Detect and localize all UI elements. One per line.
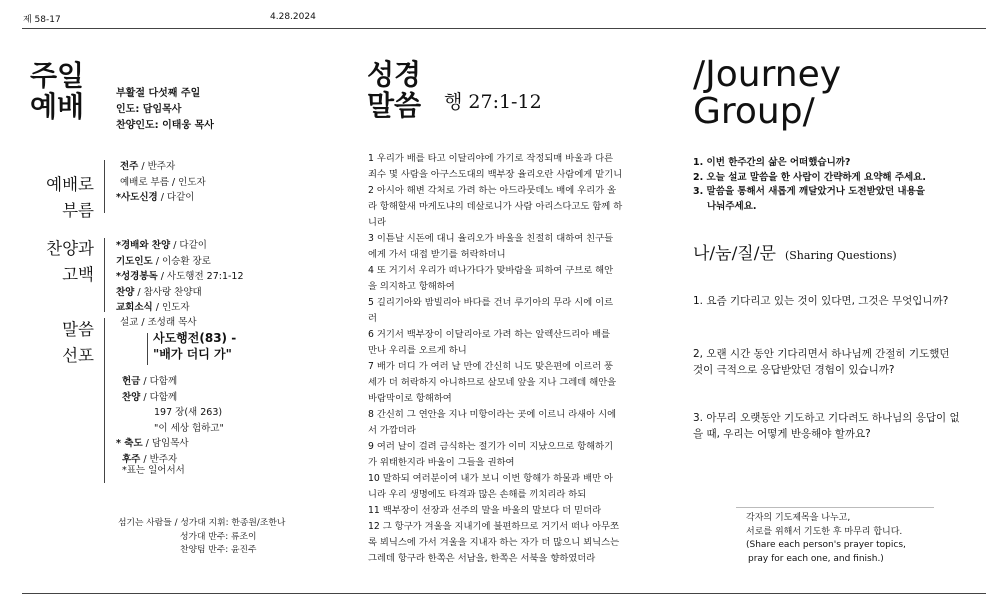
scripture-line: 만나 우리를 오르게 하니 [368, 345, 467, 356]
scripture-line: 세가 더 허락하지 아니하므로 살모네 앞을 지나 그레데 해안을 [368, 377, 617, 388]
sermon-title-line2: "배가 더디 가" [153, 347, 232, 361]
journey-question: 나눠주세요. [707, 200, 757, 212]
order-item: 197 장(새 263) [154, 407, 223, 418]
journey-title-line1: /Journey [693, 54, 842, 95]
standing-note: *표는 일어서서 [122, 465, 185, 476]
section-title-line: 고백 [62, 265, 94, 284]
scripture-line: 가 위태한지라 바울이 그들을 권하여 [368, 457, 515, 468]
scripture-line: 에게 가서 대접 받기를 허락하더니 [368, 249, 506, 260]
section-items-call-to-worship [116, 159, 206, 206]
order-item: * 축도 / 담임목사 [116, 438, 189, 449]
section-divider [104, 318, 105, 483]
order-item: *성경봉독 / 사도행전 27:1-12 [116, 271, 244, 282]
servers-line: 찬양팀 반주: 윤진주 [180, 545, 257, 555]
order-item: *사도신경 / 다같이 [116, 192, 195, 203]
scripture-line: 니라 우리 생명에도 타격과 많은 손해를 끼치리라 하되 [368, 489, 587, 500]
sharing-question [693, 293, 948, 309]
scripture-line: 서 가깝더라 [368, 425, 416, 436]
worship-title-line1: 주일 [30, 59, 85, 92]
sharing-subtitle: (Sharing Questions) [784, 249, 897, 262]
worship-title-line2: 예배 [30, 90, 85, 123]
section-title-line: 선포 [62, 346, 94, 365]
bottom-rule [22, 593, 986, 594]
scripture-line: 11 백부장이 선장과 선주의 말을 바울의 말보다 더 믿더라 [368, 505, 602, 516]
order-item: "이 세상 험하고" [154, 422, 224, 434]
issue-date: 4.28.2024 [270, 12, 316, 22]
scripture-line: 을 의지하고 항해하여 [368, 281, 455, 292]
closing-line: pray for each one, and finish.) [748, 553, 884, 564]
scripture-line: 9 여러 날이 걸려 금식하는 절기가 이미 지났으므로 항해하기 [368, 441, 614, 452]
closing-line: 서로를 위해서 기도한 후 마무리 합니다. [746, 526, 903, 537]
section-title-line: 부름 [62, 201, 94, 220]
scripture-line: 그레데 항구라 한쪽은 서남을, 한쪽은 서북을 향하였더라 [368, 553, 596, 564]
sharing-question-line: 2, 오랜 시간 동안 기다리면서 하나님께 간절히 기도했던 [693, 348, 950, 360]
scripture-line: 3 이튿날 시돈에 대니 율리오가 바울을 친절히 대하여 친구들 [368, 233, 614, 244]
sharing-title: 나/눔/질/문 [693, 244, 776, 264]
issue-number: 제 58-17 [23, 15, 61, 25]
scripture-line: 7 배가 더디 가 여러 날 만에 간신히 니도 맞은편에 이르러 풍 [368, 361, 613, 372]
top-rule [22, 28, 986, 29]
journey-question: 1. 이번 한주간의 삶은 어떠했습니까? [693, 157, 851, 168]
servers-line: 섬기는 사람들 / 성가대 지휘: 한종원/조한나 [118, 518, 286, 528]
worship-subtitle: 부활절 다섯째 주일 [116, 88, 201, 99]
closing-divider [736, 507, 934, 508]
scripture-line: 2 아시아 해변 각처로 가려 하는 아드라뭇데노 배에 우리가 올 [368, 185, 617, 196]
order-item: 후주 / 반주자 [122, 453, 178, 465]
scripture-line: 5 길리기아와 밤빌리아 바다를 건너 루기아의 무라 시에 이르 [368, 297, 614, 308]
section-title-line: 말씀 [62, 320, 94, 339]
scripture-line: 죄수 몇 사람을 아구스도대의 백부장 율리오란 사람에게 맡기니 [368, 169, 623, 180]
order-item: 찬양 / 다함께 [122, 391, 178, 403]
scripture-line: 1 우리가 배를 타고 이달리야에 가기로 작정되매 바울과 다른 [368, 153, 614, 164]
scripture-line: 라 항해할새 마게도냐의 데살로니가 사람 아리스다고도 함께 하 [368, 201, 623, 212]
section-items-praise [116, 238, 244, 316]
closing-line: 각자의 기도제목을 나누고, [746, 513, 851, 523]
worship-info [116, 86, 214, 134]
sermon-title [153, 330, 236, 362]
order-item: 예배로 부름 / 인도자 [120, 176, 206, 188]
closing-note [746, 512, 906, 566]
section-title-line: 찬양과 [46, 239, 94, 258]
order-item: 전주 / 반주자 [120, 161, 176, 172]
servers-line: 성가대 반주: 류조이 [180, 531, 257, 542]
journey-question: 3. 말씀을 통해서 새롭게 깨달았거나 도전받았던 내용을 [693, 186, 925, 197]
scripture-line: 10 말하되 여러분이여 내가 보니 이번 항해가 하물과 배만 아 [368, 473, 613, 484]
sermon-preacher: 설교 / 조성래 목사 [120, 317, 197, 328]
sharing-question [693, 410, 960, 442]
sharing-question-line: 것이 극적으로 응답받았던 경험이 있습니까? [693, 364, 895, 376]
scripture-reference: 행 27:1-12 [444, 91, 542, 113]
section-divider [104, 160, 105, 213]
closing-line: (Share each person's prayer topics, [746, 540, 906, 550]
journey-title-line2: Group/ [693, 91, 815, 132]
order-item: 교회소식 / 인도자 [116, 302, 190, 313]
sharing-question-line: 1. 요즘 기다리고 있는 것이 있다면, 그것은 무엇입니까? [693, 295, 949, 307]
sharing-question-line: 을 때, 우리는 어떻게 반응해야 할까요? [693, 428, 871, 440]
sharing-header [693, 239, 897, 264]
order-item: 찬양 / 참사랑 찬양대 [116, 286, 202, 298]
journey-question: 2. 오늘 설교 말씀을 한 사람이 간략하게 요약해 주세요. [693, 171, 927, 183]
sharing-question [693, 346, 950, 378]
order-item: *경배와 찬양 / 다같이 [116, 240, 207, 251]
servers-block [118, 517, 285, 558]
section-divider [104, 238, 105, 312]
section-title-call-to-worship [24, 172, 94, 224]
sharing-question-line: 3. 아무리 오랫동안 기도하고 기다려도 하나님의 응답이 없 [693, 412, 960, 424]
section-title-sermon [24, 317, 94, 369]
sermon-title-line1: 사도행전(83) - [153, 331, 237, 345]
worship-praise-leader: 찬양인도: 이태웅 목사 [116, 120, 214, 131]
scripture-line: 러 [368, 313, 377, 324]
scripture-line: 12 그 항구가 겨울을 지내기에 불편하므로 거기서 떠나 아무쪼 [368, 521, 620, 532]
scripture-line: 바람막이로 항해하여 [368, 393, 452, 404]
journey-questions [693, 156, 926, 214]
scripture-line: 록 뵈닉스에 가서 겨울을 지내자 하는 자가 더 많으니 뵈닉스는 [368, 537, 620, 548]
section-items-sermon [116, 374, 224, 467]
scripture-line: 4 또 거기서 우리가 떠나가다가 맞바람을 피하여 구브로 해안 [368, 265, 614, 276]
journey-title [693, 56, 841, 130]
order-item: 기도인도 / 이승환 장로 [116, 255, 211, 267]
scripture-title-line2: 말씀 [367, 89, 422, 122]
section-title-praise [24, 236, 94, 288]
worship-leader: 인도: 담임목사 [116, 104, 182, 115]
scripture-line: 니라 [368, 217, 386, 228]
order-item: 헌금 / 다함께 [122, 376, 178, 387]
scripture-title-line1: 성경 [367, 58, 422, 91]
scripture-line: 8 간신히 그 연안을 지나 미항이라는 곳에 이르니 라새아 시에 [368, 409, 617, 420]
section-title-line: 예배로 [46, 175, 94, 194]
scripture-line: 6 거기서 백부장이 이달리아로 가려 하는 알렉산드리아 배를 [368, 329, 611, 340]
scripture-text [368, 151, 622, 567]
sermon-title-bar [147, 333, 148, 365]
